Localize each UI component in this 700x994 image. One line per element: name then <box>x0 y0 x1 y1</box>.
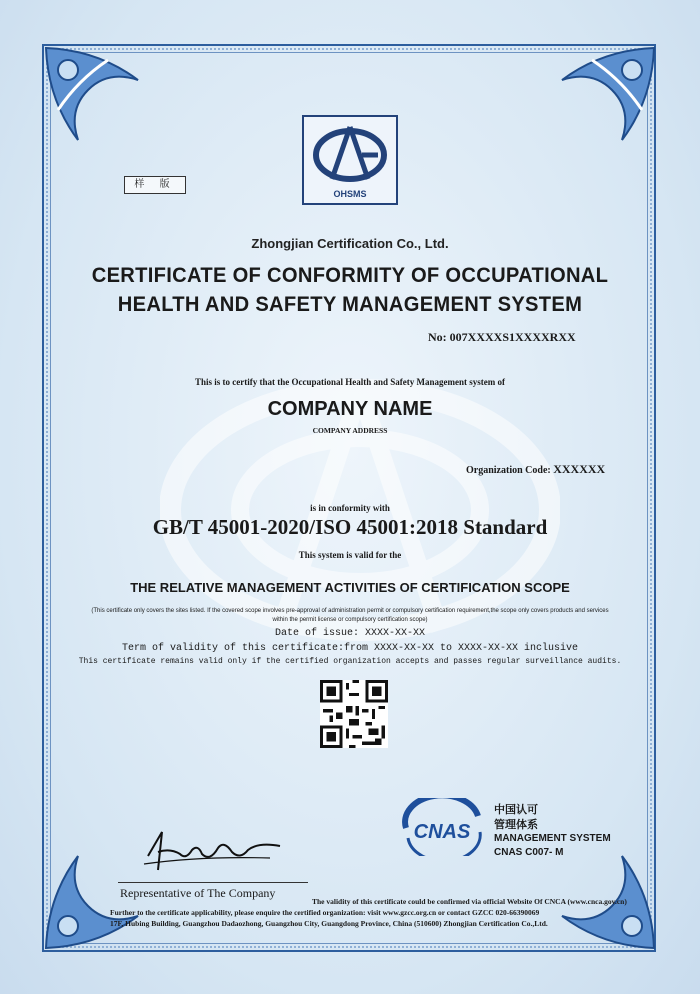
cnas-logo <box>396 798 488 856</box>
company-address: COMPANY ADDRESS <box>312 426 388 435</box>
validity-note: This certificate remains valid only if the certified organization accepts and passes regular surveillance audits. <box>78 657 622 666</box>
scope-note-line1: (This certificate only covers the sites listed. If the covered scope involves pre-approval of administration permit or compulsory certification requirement,the scope only covers products and services <box>91 608 609 614</box>
sample-stamp: 样 版 <box>124 176 186 194</box>
signature <box>140 826 290 876</box>
cnas-chinese-line1: 中国认可 <box>494 803 538 816</box>
certificate-number: No: 007XXXXS1XXXXRXX <box>428 330 576 344</box>
representative-label: Representative of The Company <box>120 886 276 900</box>
ohsms-logo <box>302 115 398 205</box>
date-of-issue: Date of issue: XXXX-XX-XX <box>274 628 426 639</box>
cnas-chinese-line2: 管理体系 <box>494 818 538 831</box>
signature-line <box>118 882 308 883</box>
company-name: COMPANY NAME <box>267 398 433 420</box>
valid-for-statement: This system is valid for the <box>298 550 402 560</box>
certificate-title-line2: HEALTH AND SAFETY MANAGEMENT SYSTEM <box>117 293 583 316</box>
scope-note-line2: within the permit license or compulsory certification scope) <box>272 617 428 623</box>
conformity-statement: is in conformity with <box>310 503 390 513</box>
certify-statement: This is to certify that the Occupational Health and Safety Management system of <box>195 377 505 387</box>
corner-ornament-top-right <box>552 40 662 150</box>
organization-code <box>466 462 605 477</box>
certification-scope: THE RELATIVE MANAGEMENT ACTIVITIES OF CERTIFICATION SCOPE <box>130 580 570 595</box>
cnas-code: CNAS C007- M <box>494 847 564 858</box>
corner-ornament-bottom-left <box>38 846 148 956</box>
cnas-logo-text: CNAS <box>413 821 471 843</box>
organization-code-value: XXXXXX <box>553 462 606 476</box>
cnas-management-system: MANAGEMENT SYSTEM <box>494 833 611 844</box>
certificate-title-line1: CERTIFICATE OF CONFORMITY OF OCCUPATIONAL <box>91 264 609 287</box>
footer-line3: 17F, Hubing Building, Guangzhou Dadaozhong, Guangzhou City, Guangdong Province, China (510600) Zhongjian Certification Co.,Ltd. <box>110 919 548 928</box>
issuer-name: Zhongjian Certification Co., Ltd. <box>251 236 449 251</box>
footer-line2: Further to the certificate applicability, please enquire the certified organization: visit www.gzcc.org.cn or contact GZCC 020-66390069 <box>110 908 540 917</box>
term-of-validity: Term of validity of this certificate:from XXXX-XX-XX to XXXX-XX-XX inclusive <box>121 643 579 654</box>
standard-name: GB/T 45001-2020/ISO 45001:2018 Standard <box>152 515 548 539</box>
qr-code[interactable] <box>320 680 388 748</box>
organization-code-label: Organization Code: <box>466 465 551 476</box>
ohsms-label: OHSMS <box>333 189 367 199</box>
ohsms-emblem-icon <box>304 117 396 203</box>
footer-line1: The validity of this certificate could be confirmed via official Website Of CNCA (www.cnca.gov.cn) <box>312 897 627 906</box>
corner-ornament-top-left <box>38 40 148 150</box>
